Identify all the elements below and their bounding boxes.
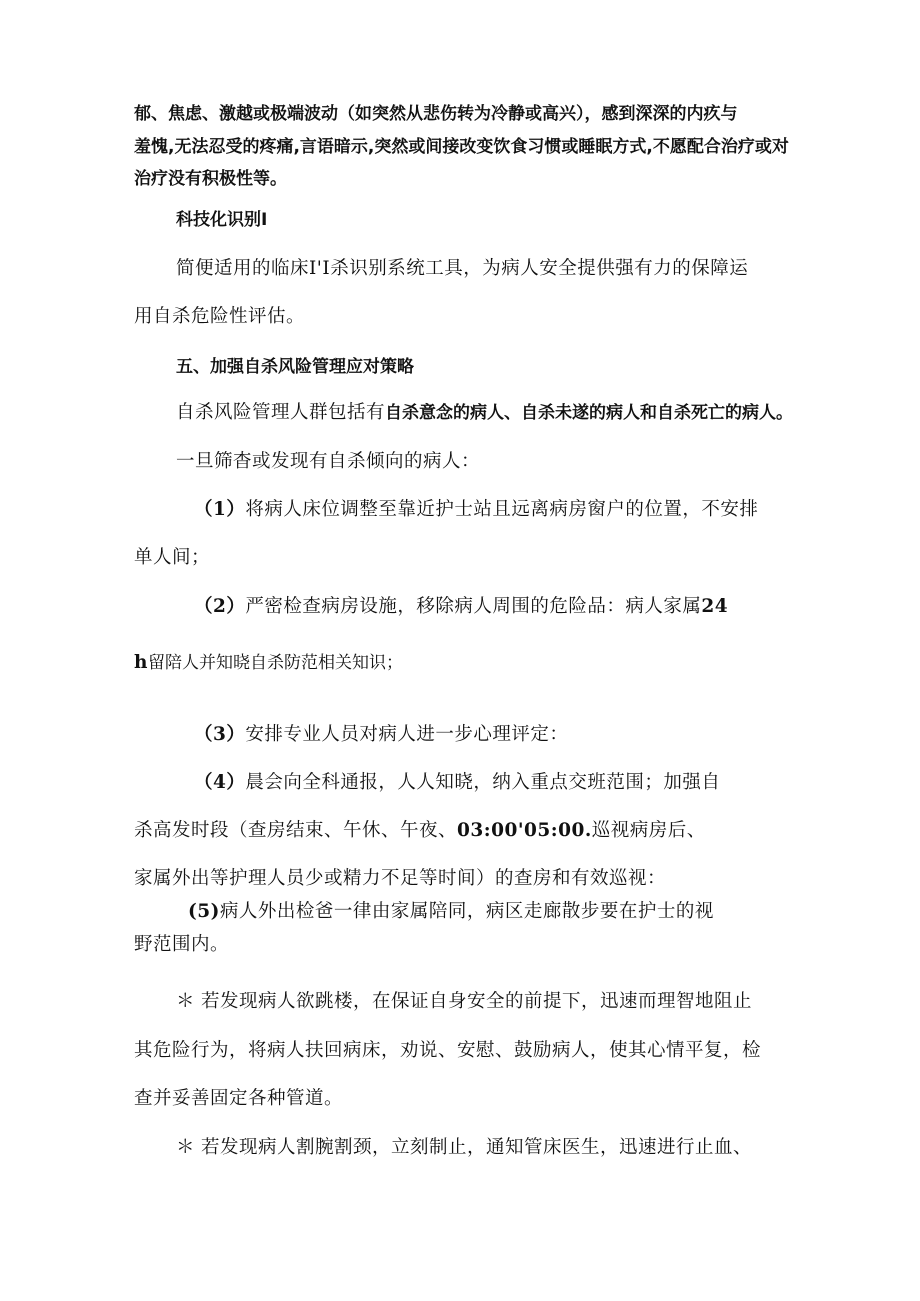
item-4-text: 晨会向全科通报，人人知晓，纳入重点交班范围；加强自 [245, 772, 721, 793]
para-risk-group-prefix: 自杀风险管理人群包括有 [176, 402, 386, 423]
heading-section-five: 五、加强自杀风险管理应对策略 [176, 357, 414, 377]
bullet-wrist-text: 若发现病人割腕割颈，立刻制止，通知管床医生，迅速进行止血、 [201, 1137, 753, 1158]
bullet-jump-mark: ＊ [176, 991, 196, 1012]
item-4-number: （4） [194, 772, 246, 793]
item-2-hours-unit: h [134, 652, 148, 673]
item-4-text-prefix: 杀高发时段（查房结束、午休、午夜、 [134, 820, 458, 841]
bullet-wrist-line1 [176, 1136, 752, 1160]
item-2-line2 [134, 651, 403, 675]
item-4-time-range: 03:00'05:00. [457, 820, 592, 841]
heading-tech-identification: 科技化识别I [176, 210, 268, 230]
item-2-text: 严密检查病房设施，移除病人周围的危险品：病人家属 [245, 596, 702, 617]
item-5-line1 [188, 900, 714, 924]
bullet-jump-line2: 其危险行为，将病人扶回病床，劝说、安慰、鼓励病人，使其心情平复，检 [134, 1040, 762, 1061]
item-4-line2 [134, 819, 706, 843]
para-once-found: 一旦筛杳或发现有自杀倾向的病人： [176, 451, 481, 472]
item-4-line3: 家属外出等护理人员少或精力不足等时间）的查房和有效巡视： [134, 868, 667, 889]
item-1-line1 [194, 498, 758, 522]
bullet-jump-text: 若发现病人欲跳楼，在保证自身安全的前提下，迅速而理智地阻止 [201, 991, 753, 1012]
item-3-number: （3） [194, 724, 246, 745]
item-5-line2: 野范围内。 [134, 934, 230, 955]
para-signs-line1: 郁、焦虑、激越或极端波动（如突然从悲伤转为冷静或高兴），感到深深的内疚与 [134, 104, 738, 124]
item-2-line1 [194, 595, 728, 619]
bullet-jump-line3: 查并妥善固定各种管道。 [134, 1088, 344, 1109]
item-1-text: 将病人床位调整至靠近护士站且远离病房窗户的位置，不安排 [245, 499, 759, 520]
bullet-wrist-mark: ＊ [176, 1137, 196, 1158]
item-4-line1 [194, 771, 720, 795]
item-4-text-suffix: 巡视病房后、 [591, 820, 706, 841]
item-2-number: （2） [194, 596, 246, 617]
para-signs-line2: 羞愧,无法忍受的疼痛,言语暗示,突然或间接改变饮食习惯或睡眠方式,不愿配合治疗或对 [134, 137, 789, 157]
para-signs-line3: 治疗没有积极性等。 [134, 169, 287, 189]
item-3-line1 [194, 723, 568, 747]
para-risk-group-suffix: 自杀意念的病人、自杀未遂的病人和自杀死亡的病人。 [385, 403, 794, 423]
para-tool-line1: 简便适用的临床I'I杀识别系统工具，为病人安全提供强有力的保障运 [176, 258, 749, 279]
item-2-hours: 24 [701, 596, 729, 617]
item-3-text: 安排专业人员对病人进一步心理评定： [245, 724, 569, 745]
bullet-jump-line1 [176, 990, 752, 1014]
item-1-number: （1） [194, 499, 246, 520]
item-2-text-cont: 留陪人并知晓自杀防范相关知识； [147, 653, 403, 673]
item-5-number: (5) [188, 901, 220, 922]
item-5-text: 病人外出检爸一律由家属陪同，病区走廊散步要在护士的视 [219, 901, 714, 922]
para-risk-group [176, 401, 793, 425]
para-tool-line2: 用自杀危险性评估。 [134, 306, 306, 327]
item-1-line2: 单人间； [134, 547, 211, 568]
